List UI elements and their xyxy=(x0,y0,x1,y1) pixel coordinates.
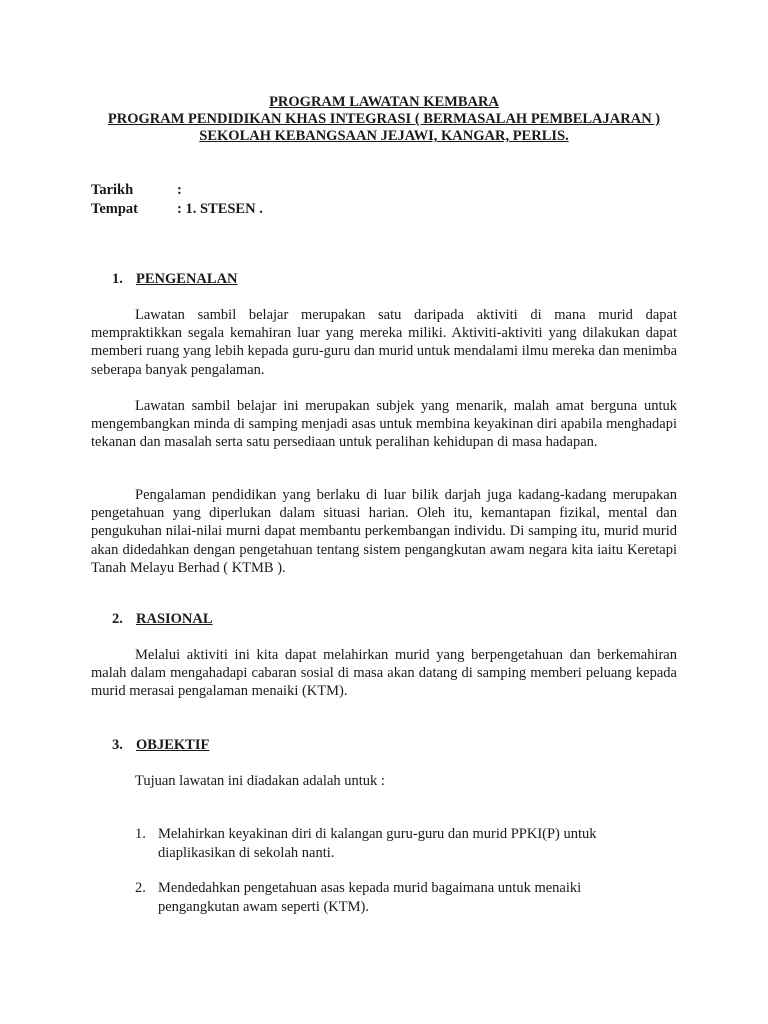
tempat-value: : 1. STESEN . xyxy=(177,201,263,217)
section-heading-rasional xyxy=(112,610,213,629)
tarikh-value: : xyxy=(177,182,182,198)
title-line-3: SEKOLAH KEBANGSAAN JEJAWI, KANGAR, PERLIS. xyxy=(199,128,569,144)
section-heading-objektif xyxy=(112,736,209,755)
item-number: 2. xyxy=(135,880,146,896)
section-number: 3. xyxy=(112,737,123,753)
title-line-1: PROGRAM LAWATAN KEMBARA xyxy=(269,94,499,110)
section-number: 1. xyxy=(112,271,123,287)
meta-tarikh xyxy=(91,181,182,200)
pengenalan-paragraph-3: Pengalaman pendidikan yang berlaku di luar bilik darjah juga kadang-kadang merupakan pengetahuan yang diperlukan dalam situasi harian. Oleh itu, kemantapan fizikal, mental dan pengukuhan nilai-nilai murni dapat membantu perkembangan individu. Di samping itu, murid murid akan didedahkan dengan pengetahuan tentang sistem pengangkutan awam negara kita iaitu Keretapi Tanah Melayu Berhad ( KTMB ). xyxy=(91,487,677,576)
item-text: Mendedahkan pengetahuan asas kepada murid bagaimana untuk menaiki pengangkutan awam seperti (KTM). xyxy=(158,880,582,915)
objektif-item xyxy=(135,879,615,916)
section-title: RASIONAL xyxy=(136,611,213,627)
section-title: PENGENALAN xyxy=(136,271,238,287)
pengenalan-paragraph-1: Lawatan sambil belajar merupakan satu daripada aktiviti di mana murid dapat mempraktikkan segala kemahiran luar yang mereka miliki. Aktiviti-aktiviti yang dilakukan dapat memberi ruang yang lebih kepada guru-guru dan murid untuk mendalami ilmu mereka dan menimba seberapa banyak pengalaman. xyxy=(91,307,677,378)
section-number: 2. xyxy=(112,611,123,627)
section-title: OBJEKTIF xyxy=(136,737,210,753)
tempat-label: Tempat xyxy=(91,201,138,217)
document-title-block xyxy=(0,94,768,145)
section-heading-pengenalan xyxy=(112,270,238,289)
item-number: 1. xyxy=(135,826,146,842)
title-line-2: PROGRAM PENDIDIKAN KHAS INTEGRASI ( BERMASALAH PEMBELAJARAN ) xyxy=(107,111,661,127)
pengenalan-paragraph-2: Lawatan sambil belajar ini merupakan subjek yang menarik, malah amat berguna untuk mengembangkan minda di samping menjadi asas untuk membina keyakinan diri apabila menghadapi tekanan dan masalah serta satu persediaan untuk peralihan kehidupan di masa hadapan. xyxy=(91,398,677,451)
objektif-item xyxy=(135,825,615,862)
tarikh-label: Tarikh xyxy=(91,182,134,198)
objektif-intro: Tujuan lawatan ini diadakan adalah untuk : xyxy=(135,773,385,789)
item-text: Melahirkan keyakinan diri di kalangan guru-guru dan murid PPKI(P) untuk diaplikasikan di sekolah nanti. xyxy=(158,826,597,861)
meta-tempat xyxy=(91,200,263,219)
rasional-paragraph: Melalui aktiviti ini kita dapat melahirkan murid yang berpengetahuan dan berkemahiran malah dalam mengahadapi cabaran sosial di masa akan datang di samping memberi peluang kepada murid merasai pengalaman menaiki (KTM). xyxy=(91,647,677,700)
